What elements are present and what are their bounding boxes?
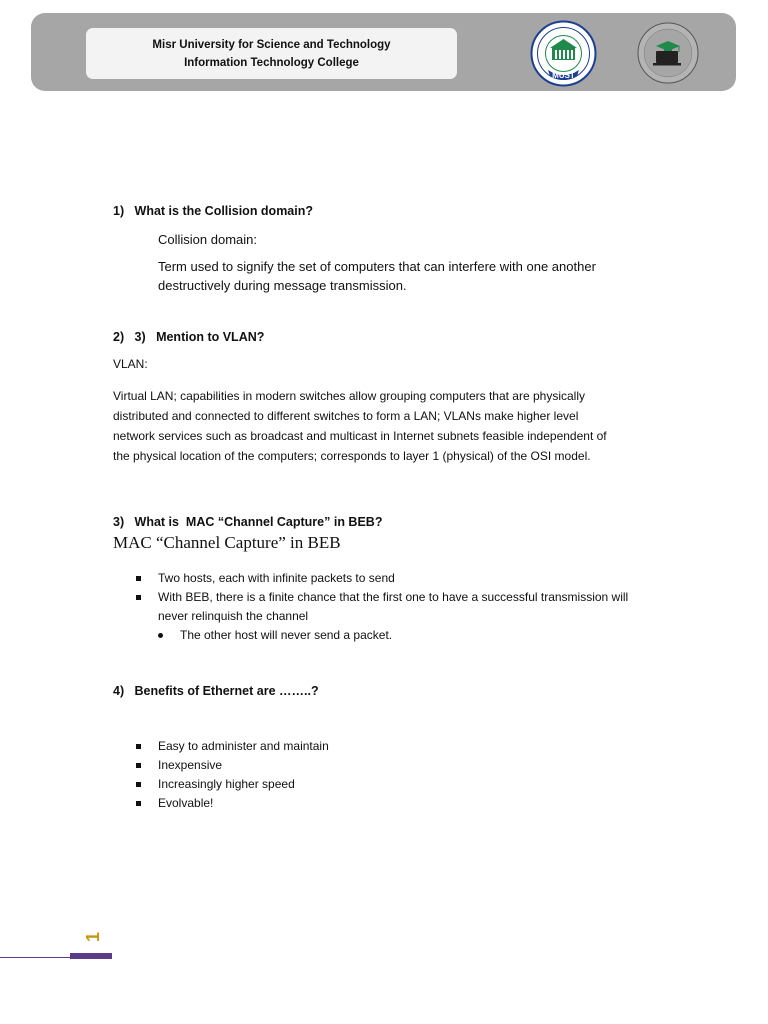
square-bullet-icon (136, 763, 141, 768)
paragraph-line: distributed and connected to different switches to form a LAN; VLANs make higher level (113, 409, 579, 423)
university-seal-icon (530, 20, 597, 87)
footer-accent-bar (70, 953, 112, 959)
university-name: Misr University for Science and Technology (152, 38, 391, 51)
collision-domain-answer (158, 257, 678, 295)
list-item: Easy to administer and maintain (136, 737, 536, 756)
header-title-box (86, 28, 457, 79)
paragraph-line: Virtual LAN; capabilities in modern switches allow grouping computers that are physically (113, 389, 586, 403)
channel-capture-list (136, 569, 676, 645)
list-item: Two hosts, each with infinite packets to send (136, 569, 676, 588)
square-bullet-icon (136, 595, 141, 600)
college-name: Information Technology College (184, 56, 359, 69)
question-1-heading: 1) What is the Collision domain? (113, 204, 314, 218)
square-bullet-icon (136, 744, 141, 749)
list-item: Inexpensive (136, 756, 536, 775)
footer-line (0, 957, 70, 958)
list-item: Increasingly higher speed (136, 775, 536, 794)
round-bullet-icon (158, 633, 163, 638)
paragraph-line: network services such as broadcast and multicast in Internet subnets feasible independent of (113, 429, 607, 443)
list-item: With BEB, there is a finite chance that the first one to have a successful transmission will never relinquish the channel The other host will never send a packet. (136, 588, 676, 645)
square-bullet-icon (136, 782, 141, 787)
square-bullet-icon (136, 801, 141, 806)
page-number: 1 (82, 932, 103, 943)
question-2-heading: 2) 3) Mention to VLAN? (113, 330, 265, 344)
ethernet-benefits-list (136, 737, 536, 813)
square-bullet-icon (136, 576, 141, 581)
vlan-label: VLAN: (113, 357, 148, 371)
graduation-laptop-icon (637, 22, 699, 84)
sub-list-item: The other host will never send a packet. (158, 626, 676, 645)
list-item: Evolvable! (136, 794, 536, 813)
must-logo-text: MUST (552, 71, 575, 80)
channel-capture-title: MAC “Channel Capture” in BEB (113, 533, 341, 552)
sub-list (158, 626, 676, 645)
answer-line: destructively during message transmission. (158, 278, 407, 293)
question-3-heading: 3) What is MAC “Channel Capture” in BEB? (113, 515, 383, 529)
collision-domain-label: Collision domain: (158, 232, 257, 247)
answer-line: Term used to signify the set of computers that can interfere with one another (158, 259, 596, 274)
paragraph-line: the physical location of the computers; corresponds to layer 1 (physical) of the OSI model. (113, 449, 591, 463)
vlan-paragraph (113, 386, 653, 466)
question-4-heading: 4) Benefits of Ethernet are ……..? (113, 684, 319, 698)
